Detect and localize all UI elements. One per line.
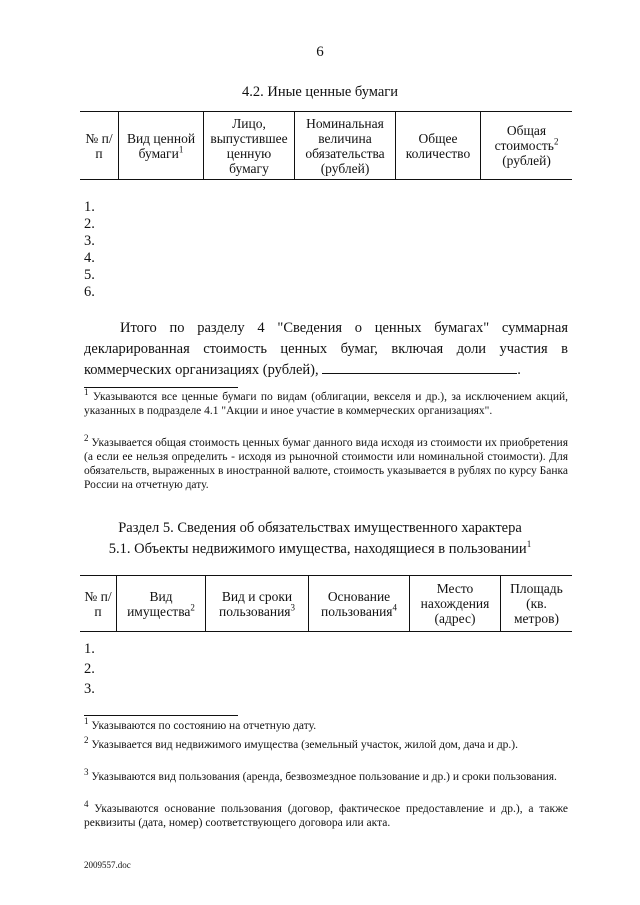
footnote-2: $^2$ Указывается вид недвижимого имущества (земельный участок, жилой дом, дача и др.).	[84, 735, 519, 751]
list-item: 1.	[84, 199, 95, 215]
page-number: 6	[316, 44, 324, 60]
footnote-4: $^4$ Указываются основание пользования (договор, фактическое предоставление и др.), а также реквизиты (дата, номер) соответствующего договора или акта.	[84, 799, 568, 829]
col-header-usage-basis: Основание пользования$^4$	[309, 576, 410, 632]
list-item: 1.	[84, 641, 95, 657]
total-blank-field[interactable]	[322, 361, 517, 374]
document-id: 2009557.doc	[84, 860, 131, 870]
col-header-number: № п/п	[80, 576, 117, 632]
list-item: 6.	[84, 284, 95, 300]
section-42-title: 4.2. Иные ценные бумаги	[241, 84, 399, 100]
footnote-1: $^1$ Указываются все ценные бумаги по видам (облигации, векселя и др.), за исключением акций, указанных в подразделе 4.1 "Акции и иное участие в коммерческих организациях".	[84, 387, 569, 417]
footnote-2: $^2$ Указывается общая стоимость ценных бумаг данного вида исходя из стоимости их приобретения (а если ее нельзя определить - исходя из рыночной стоимости или номинальной стоимости). Для обязательств, выраженных в иностранной валюте, стоимость указывается в рублях по курсу Банка России на отчетную дату.	[84, 433, 569, 491]
list-item: 3.	[84, 233, 95, 249]
footnote-divider	[84, 387, 238, 388]
col-header-number: № п/п	[80, 112, 119, 180]
col-header-property-type: Вид имущества$^2$	[117, 576, 206, 632]
section-5-title: Раздел 5. Сведения об обязательствах имущественного характера	[118, 520, 522, 536]
total-text: Итого по разделу 4 "Сведения о ценных бумагах" суммарная декларированная стоимость ценных бумаг, включая доли участия в коммерческих организациях (рублей),	[84, 320, 568, 378]
footnote-3: $^3$ Указываются вид пользования (аренда, безвозмездное пользование и др.) и сроки пользования.	[84, 767, 557, 783]
footnote-1: $^1$ Указываются по состоянию на отчетную дату.	[84, 716, 317, 732]
list-item: 2.	[84, 216, 95, 232]
list-item: 3.	[84, 681, 95, 697]
list-item: 4.	[84, 250, 95, 266]
real-estate-table	[80, 575, 572, 632]
section-51-subtitle: 5.1. Объекты недвижимого имущества, находящиеся в пользовании$^1$	[108, 539, 532, 557]
col-header-location: Место нахождения (адрес)	[410, 576, 501, 632]
col-header-area: Площадь (кв. метров)	[501, 576, 573, 632]
list-item: 2.	[84, 661, 95, 677]
list-item: 5.	[84, 267, 95, 283]
securities-table	[80, 111, 572, 180]
col-header-nominal-value: Номинальная величина обязательства (рублей)	[295, 112, 396, 180]
footnote-divider	[84, 715, 238, 716]
section-total-paragraph: Итого по разделу 4 "Сведения о ценных бумагах" суммарная декларированная стоимость ценных бумаг, включая доли участия в коммерческих организациях (рублей), .	[84, 320, 568, 378]
col-header-issuer: Лицо, выпустившее ценную бумагу	[204, 112, 295, 180]
col-header-usage-terms: Вид и сроки пользования$^3$	[206, 576, 309, 632]
col-header-quantity: Общее количество	[396, 112, 481, 180]
col-header-total-value: Общая стоимость$^2$ (рублей)	[481, 112, 573, 180]
col-header-security-type: Вид ценной бумаги$^1$	[119, 112, 204, 180]
